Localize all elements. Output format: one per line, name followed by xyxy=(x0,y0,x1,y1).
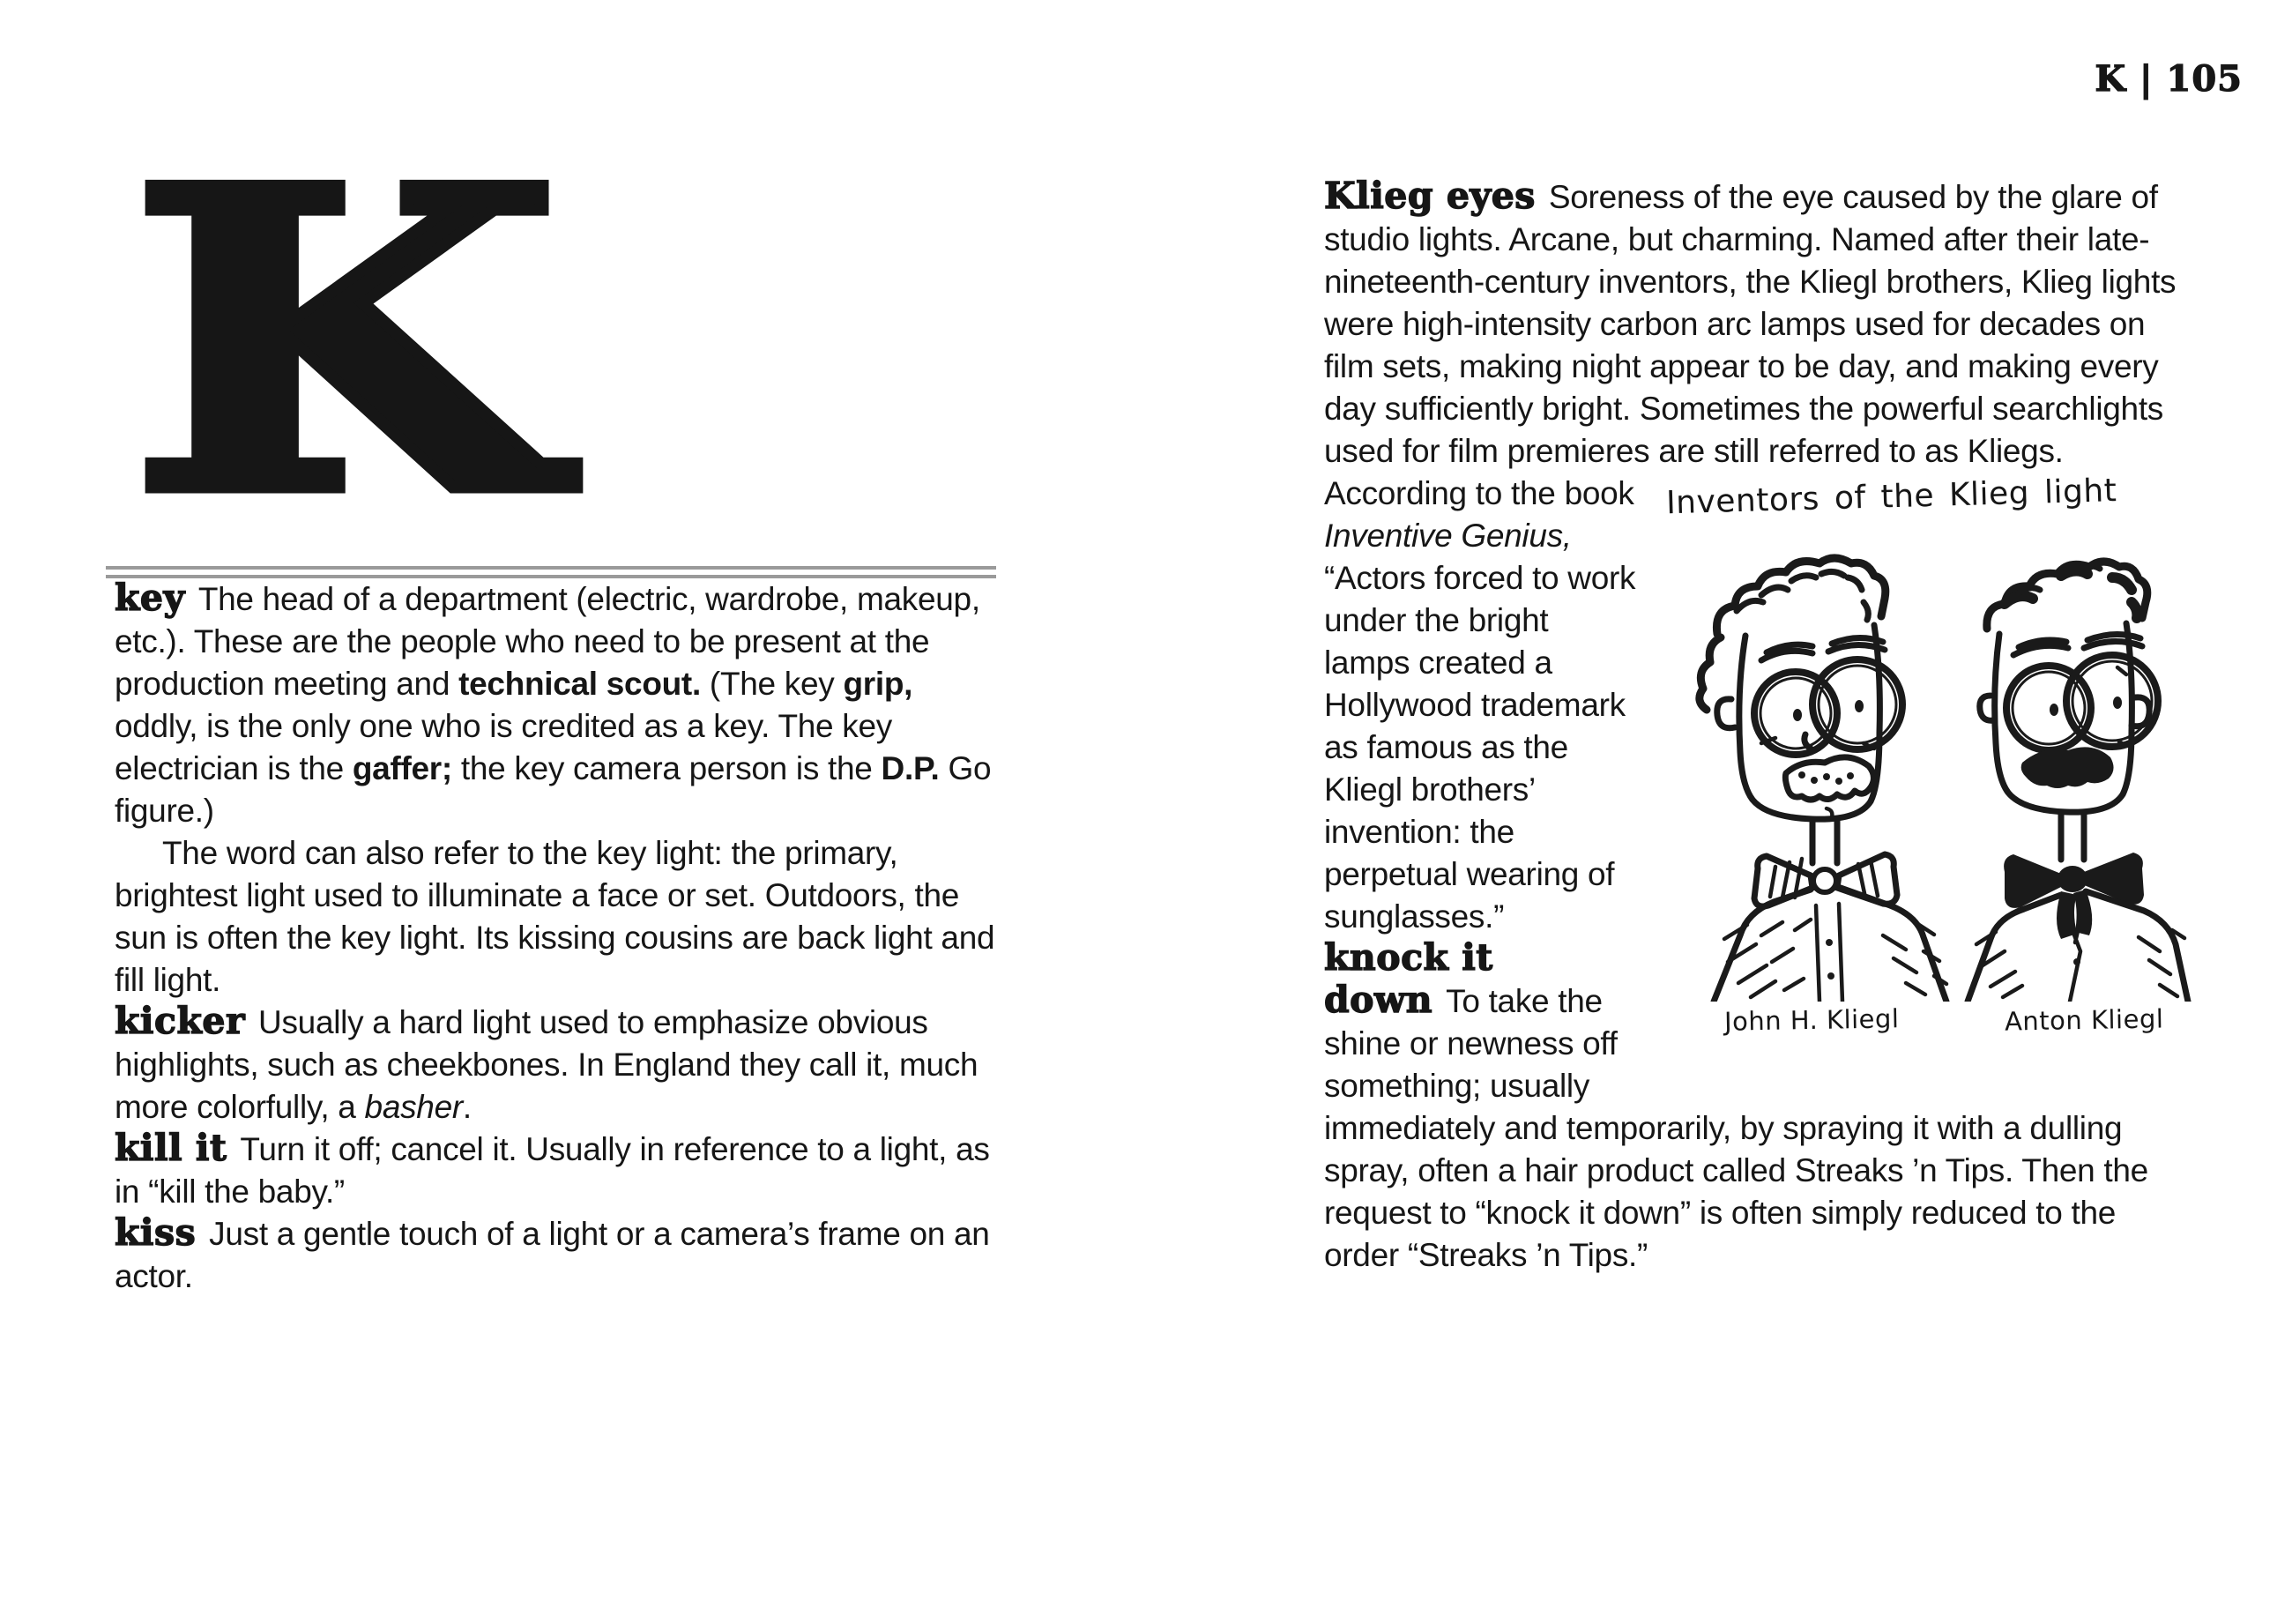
term-kiss: kiss xyxy=(115,1211,197,1254)
kliegl-brothers-figure xyxy=(1663,473,2193,1037)
entry-key-text: The head of a department (electric, wardrobe, makeup, etc.). These are the people who need to be present at the production meeting and xyxy=(115,581,980,702)
term-klieg-eyes: Klieg eyes xyxy=(1324,175,1536,217)
entry-key: key The head of a department (electric, wardrobe, makeup, etc.). These are the people who need to be present at the production meeting and technical scout. (The key grip, oddly, is the only one who is credited as a key. The key electrician is the gaffer; the key camera person is the D.P. Go figure.) xyxy=(115,577,992,829)
caption-john-kliegl: John H. Kliegl xyxy=(1723,1003,1900,1037)
anton-kliegl-drawing xyxy=(1968,562,2188,1002)
caption-anton-kliegl: Anton Kliegl xyxy=(2004,1003,2164,1037)
entry-klieg-eyes-text: Soreness of the eye caused by the glare of studio lights. Arcane, but charming. Named after their late-nineteenth-century inventors, the Kliegl brothers, Klieg lights were high-intensity carbon arc lamps used for decades on film sets, making night appear to be day, and making every day sufficiently bright. Sometimes the powerful searchlights used for film premieres are xyxy=(1324,179,2177,469)
term-kicker: kicker xyxy=(115,1000,246,1042)
entry-kiss-text: Just a gentle touch of a light or a camera’s frame on an actor. xyxy=(115,1216,990,1294)
entry-klieg-eyes-text-wrapped: still referred to as Kliegs. According to the book xyxy=(1324,433,2064,511)
left-column xyxy=(115,99,998,1298)
entry-kill-it-text: Turn it off; cancel it. Usually in reference to a light, as in “kill the baby.” xyxy=(115,1131,990,1210)
entry-key-paragraph-2: The word can also refer to the key light: the primary, brightest light used to illuminate a face or set. Outdoors, the sun is often the key light. Its kissing cousins are back light and fill light. xyxy=(115,835,995,998)
term-key: key xyxy=(115,577,185,619)
entry-kiss xyxy=(115,1213,998,1298)
entry-kill-it xyxy=(115,1129,998,1213)
entry-kicker-text: Usually a hard light used to emphasize obvious highlights, such as cheekbones. In England they call it, much more colorfully, a xyxy=(115,1004,979,1125)
figure-title: Inventors of the Klieg light xyxy=(1665,473,2117,522)
page-number-header: K | 105 xyxy=(2095,58,2243,100)
term-knock-it-down: knock it down xyxy=(1324,936,1493,1021)
entry-kicker: kicker Usually a hard light used to emphasize obvious highlights, such as cheekbones. In England they call it, much more colorfully, a basher. xyxy=(115,1000,979,1125)
right-column xyxy=(1324,176,2193,1277)
kliegl-brothers-illustration xyxy=(1663,521,2193,1002)
figure-captions xyxy=(1663,1005,2193,1035)
entry-klieg-eyes: Klieg eyes Soreness of the eye caused by the glare of studio lights. Arcane, but charming. Named after their late-nineteenth-century inventors, the Kliegl brothers, Klieg lights were high-intensity carbon arc lamps used for decades on film sets, making night appear to be day, and making every day sufficiently bright. Sometimes the powerful searchlights used for film premieres are Inventors of the Klieg light John H. Kliegl Anton Kliegl still referred to as Kliegs. According to the book Inventive Genius, “Actors forced to work under the bright lamps created a Hollywood trademark as famous as the Kliegl brothers’ invention: the perpetual wearing of sunglasses.” xyxy=(1324,176,2193,938)
term-kill-it: kill it xyxy=(115,1127,227,1169)
section-letter-drop-cap: K xyxy=(129,99,562,585)
john-kliegl-drawing xyxy=(1700,558,1946,1002)
entry-knock-it-down-text: To take the shine or newness off something; usually immediately and temporarily, by spraying it with a dulling spray, often a hair product called Streaks ’n Tips. Then the request to “knock it down” is often simply reduced to the order “Streaks ’n Tips.” xyxy=(1324,983,2148,1273)
